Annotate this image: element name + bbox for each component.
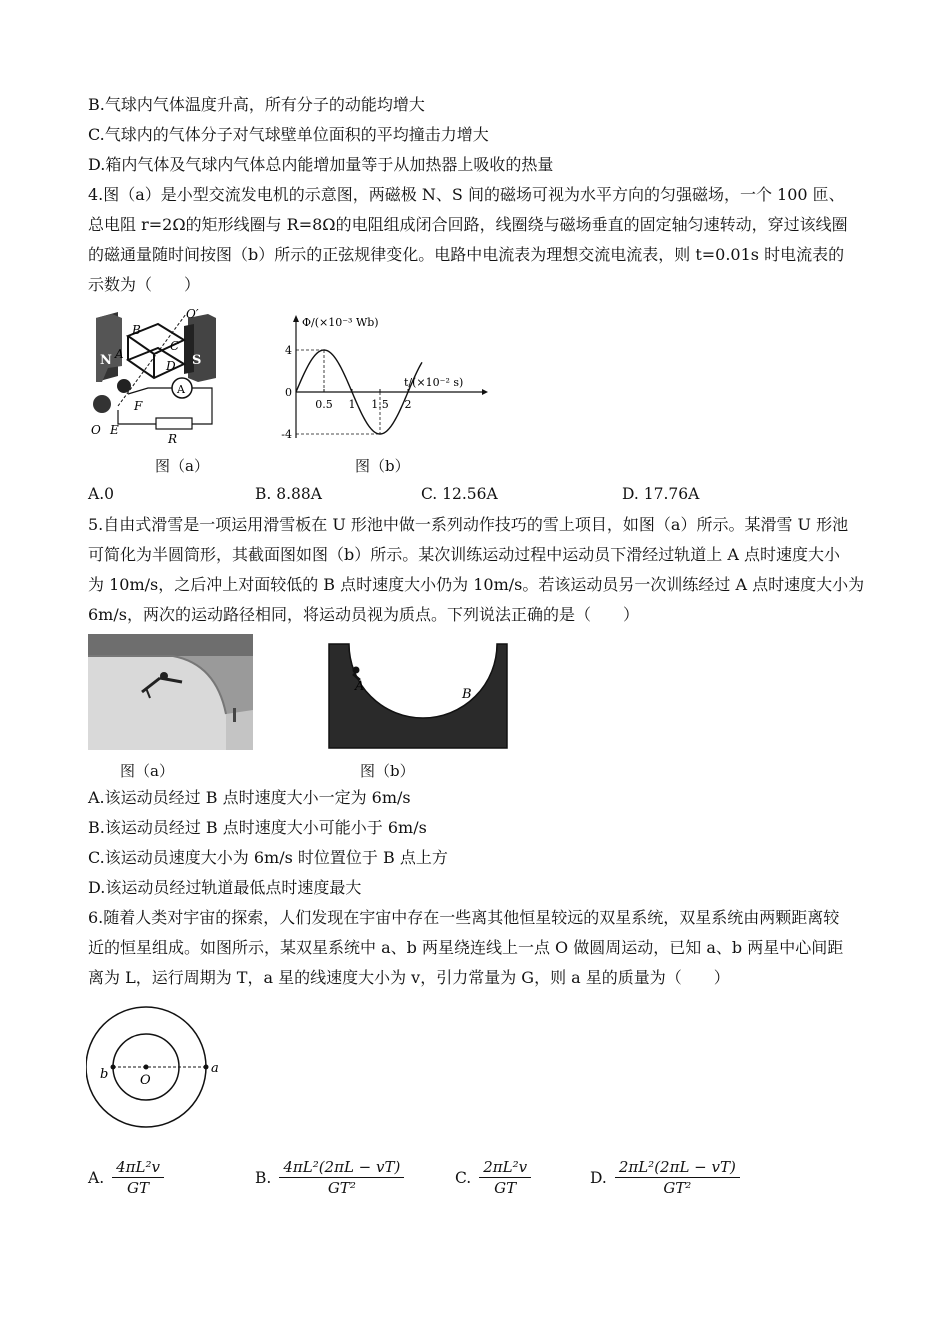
halfpipe-section (325, 640, 511, 752)
q5-stem-line-1: 5.自由式滑雪是一项运用滑雪板在 U 形池中做一系列动作技巧的雪上项目，如图（a）所示。某滑雪 U 形池 (88, 515, 849, 534)
q5-option-b: B.该运动员经过 B 点时速度大小可能小于 6m/s (88, 818, 427, 837)
x-axis-label: t/(×10⁻² s) (404, 376, 464, 389)
circuit-wire (192, 388, 212, 424)
q6-option-d-denominator: GT² (663, 1179, 692, 1197)
flux-time-chart (280, 312, 490, 442)
q5-fig-b-caption: 图（b） (360, 762, 415, 780)
q6-option-a-numerator: 4πL²v (112, 1158, 164, 1178)
q4-fig-b-caption: 图（b） (355, 457, 410, 475)
q6-option-d-label: D. (590, 1168, 607, 1187)
q3-option-b: B.气球内气体温度升高，所有分子的动能均增大 (88, 95, 425, 114)
q4-option-b: B. 8.88A (255, 485, 322, 503)
q4-fig-a-caption: 图（a） (155, 457, 209, 475)
q6-stem-line-1: 6.随着人类对宇宙的探索，人们发现在宇宙中存在一些离其他恒星较远的双星系统，双星系统由两颗距离较 (88, 908, 840, 927)
halfpipe-track (329, 644, 507, 748)
q3-option-c: C.气球内的气体分子对气球壁单位面积的平均撞击力增大 (88, 125, 489, 144)
q4-option-c: C. 12.56A (421, 485, 498, 503)
label-ammeter: A (177, 383, 185, 396)
q5-stem-line-3: 为 10m/s，之后冲上对面较低的 B 点时速度大小仍为 10m/s。若该运动员另一次训练经过 A 点时速度大小为 (88, 575, 865, 594)
q4-stem-line-2: 总电阻 r=2Ω的矩形线圈与 R=8Ω的电阻组成闭合回路，线圈绕与磁场垂直的固定轴匀速转动，穿过该线圈 (88, 215, 848, 234)
label-f: F (134, 399, 143, 413)
q6-stem-line-2: 近的恒星组成。如图所示，某双星系统中 a、b 两星绕连线上一点 O 做圆周运动，已知 a、b 两星中心间距 (88, 938, 844, 957)
y-tick-label: -4 (281, 428, 292, 441)
q6-option-c-label: C. (455, 1168, 472, 1187)
q6-option-d-numerator: 2πL²(2πL − vT) (615, 1158, 740, 1178)
q6-option-b-label: B. (255, 1168, 272, 1187)
q6-option-b (255, 1158, 404, 1197)
q6-option-d (590, 1158, 740, 1197)
q4-stem-line-1: 4.图（a）是小型交流发电机的示意图，两磁极 N、S 间的磁场可视为水平方向的匀强磁场，一个 100 匝、 (88, 185, 845, 204)
generator-diagram (88, 306, 240, 446)
point-b-label: B (462, 687, 472, 702)
x-axis-arrow-icon (482, 389, 488, 395)
slip-ring (117, 379, 131, 393)
label-star-b: b (100, 1067, 109, 1082)
y-axis-arrow-icon (293, 315, 299, 322)
x-tick-label: 2 (404, 398, 412, 411)
label-a: A (115, 347, 124, 361)
label-star-a: a (211, 1061, 219, 1076)
label-n: N (100, 353, 112, 368)
q6-option-c-numerator: 2πL²v (479, 1158, 531, 1178)
label-center-o: O (140, 1073, 151, 1088)
q6-stem-line-3: 离为 L，运行周期为 T，a 星的线速度大小为 v，引力常量为 G，则 a 星的质量为（ ） (88, 968, 730, 987)
q6-option-b-denominator: GT² (327, 1179, 356, 1197)
magnet-s (184, 314, 216, 382)
q4-stem-line-3: 的磁通量随时间按图（b）所示的正弦规律变化。电路中电流表为理想交流电流表，则 t=0.01s 时电流表的 (88, 245, 845, 264)
label-c: C (170, 339, 180, 353)
label-e: E (110, 423, 119, 437)
star-b-dot (111, 1065, 116, 1070)
label-s: S (192, 353, 202, 368)
label-o-prime: O′ (186, 307, 199, 321)
center-o-dot (144, 1065, 149, 1070)
y-axis-label: Φ/(×10⁻³ Wb) (302, 316, 379, 329)
q6-option-a-denominator: GT (127, 1179, 150, 1197)
x-tick-label: 1.5 (371, 398, 389, 411)
label-o: O (91, 423, 101, 437)
q6-option-c (455, 1158, 531, 1197)
label-r: R (168, 432, 178, 446)
label-b: B (132, 323, 141, 337)
q6-option-a (88, 1158, 164, 1197)
q4-option-a: A.0 (88, 485, 114, 503)
q5-fig-a-caption: 图（a） (120, 762, 174, 780)
q6-option-c-denominator: GT (494, 1179, 517, 1197)
star-a-dot (204, 1065, 209, 1070)
q4-option-d: D. 17.76A (622, 485, 700, 503)
q6-option-b-numerator: 4πL²(2πL − vT) (279, 1158, 404, 1178)
x-tick-label: 1 (348, 398, 356, 411)
halfpipe-photo (88, 634, 253, 750)
q5-option-a: A.该运动员经过 B 点时速度大小一定为 6m/s (88, 788, 411, 807)
q5-stem-line-4: 6m/s，两次的运动路径相同，将运动员视为质点。下列说法正确的是（ ） (88, 605, 639, 624)
q5-option-d: D.该运动员经过轨道最低点时速度最大 (88, 878, 362, 897)
y-tick-label: 4 (285, 344, 292, 357)
label-d: D (166, 359, 176, 373)
q5-option-c: C.该运动员速度大小为 6m/s 时位置位于 B 点上方 (88, 848, 448, 867)
x-tick-label: 0.5 (315, 398, 333, 411)
y-tick-label: 0 (285, 386, 292, 399)
q3-option-d: D.箱内气体及气球内气体总内能增加量等于从加热器上吸收的热量 (88, 155, 554, 174)
q4-stem-line-4: 示数为（ ） (88, 275, 201, 294)
point-a-label: A (355, 679, 365, 694)
binary-star-diagram (86, 1002, 226, 1132)
q5-stem-line-2: 可简化为半圆筒形，其截面图如图（b）所示。某次训练运动过程中运动员下滑经过轨道上 A 点时速度大小 (88, 545, 840, 564)
brush (93, 395, 111, 413)
resistor-r (156, 418, 192, 429)
q6-option-a-label: A. (88, 1168, 105, 1187)
